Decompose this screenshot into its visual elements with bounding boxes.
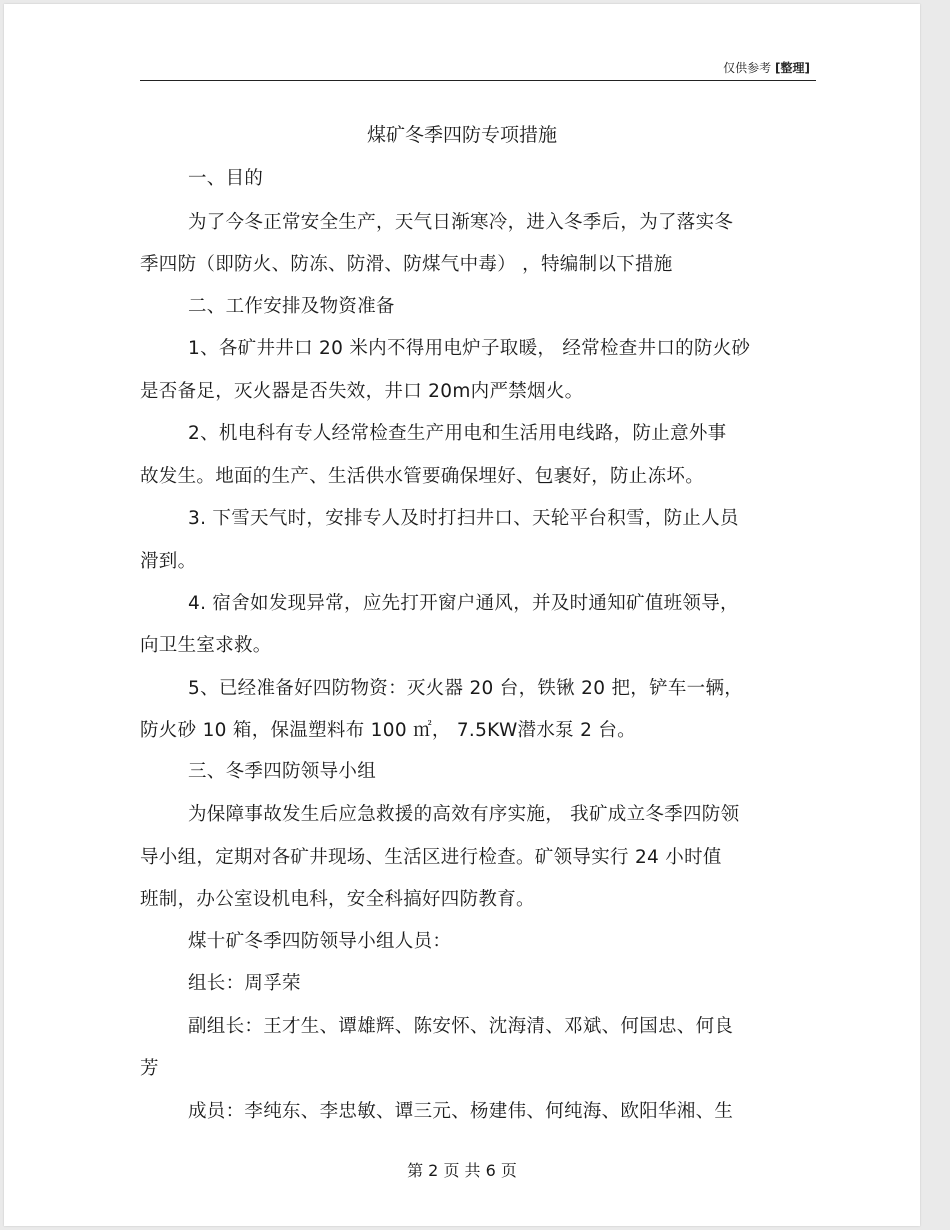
page-footer: 第 2 页 共 6 页 (407, 1161, 517, 1180)
section-heading-purpose: 一、目的 (188, 168, 264, 189)
paragraph-line: 4. 宿舍如发现异常，应先打开窗户通风，并及时通知矿值班领导， (188, 593, 739, 614)
paragraph-line: 副组长：王才生、谭雄辉、陈安怀、沈海清、邓斌、何国忠、何良 (188, 1016, 734, 1037)
paragraph-line: 1、各矿井井口 20 米内不得用电炉子取暖， 经常检查井口的防火砂 (188, 338, 751, 359)
paragraph-line: 2、机电科有专人经常检查生产用电和生活用电线路，防止意外事 (188, 423, 727, 444)
paragraph-line: 为了今冬正常安全生产，天气日渐寒冷，进入冬季后，为了落实冬 (188, 212, 734, 233)
paragraph-line: 季四防（即防火、防冻、防滑、防煤气中毒） ，特编制以下措施 (140, 254, 673, 275)
document-title: 煤矿冬季四防专项措施 (366, 124, 557, 146)
paragraph-line: 导小组，定期对各矿井现场、生活区进行检查。矿领导实行 24 小时值 (140, 847, 722, 868)
header-note (723, 59, 810, 76)
section-heading-arrangement: 二、工作安排及物资准备 (188, 296, 395, 317)
paragraph-line: 向卫生室求救。 (140, 635, 272, 656)
paragraph-line: 为保障事故发生后应急救援的高效有序实施， 我矿成立冬季四防领 (188, 804, 740, 825)
paragraph-line: 滑到。 (140, 551, 197, 572)
paragraph-line: 3. 下雪天气时，安排专人及时打扫井口、天轮平台积雪，防止人员 (188, 508, 739, 529)
header-note-text: 仅供参考 (723, 61, 772, 75)
header-rule (140, 80, 816, 81)
document-page (4, 4, 920, 1226)
section-heading-leadership: 三、冬季四防领导小组 (188, 761, 377, 782)
paragraph-line: 防火砂 10 箱，保温塑料布 100 ㎡， 7.5KW潜水泵 2 台。 (140, 720, 636, 741)
paragraph-line: 芳 (140, 1058, 159, 1079)
paragraph-line: 班制，办公室设机电科，安全科搞好四防教育。 (140, 889, 535, 910)
paragraph-line: 组长：周孚荣 (188, 973, 301, 994)
paragraph-line: 煤十矿冬季四防领导小组人员： (188, 931, 452, 952)
paragraph-line: 5、已经准备好四防物资：灭火器 20 台，铁锹 20 把，铲车一辆， (188, 678, 744, 699)
paragraph-line: 是否备足，灭火器是否失效，井口 20m内严禁烟火。 (140, 381, 584, 402)
paragraph-line: 成员：李纯东、李忠敏、谭三元、杨建伟、何纯海、欧阳华湘、生 (188, 1101, 734, 1122)
header-note-tag: [整理] (775, 61, 810, 75)
paragraph-line: 故发生。地面的生产、生活供水管要确保埋好、包裹好，防止冻坏。 (140, 466, 705, 487)
